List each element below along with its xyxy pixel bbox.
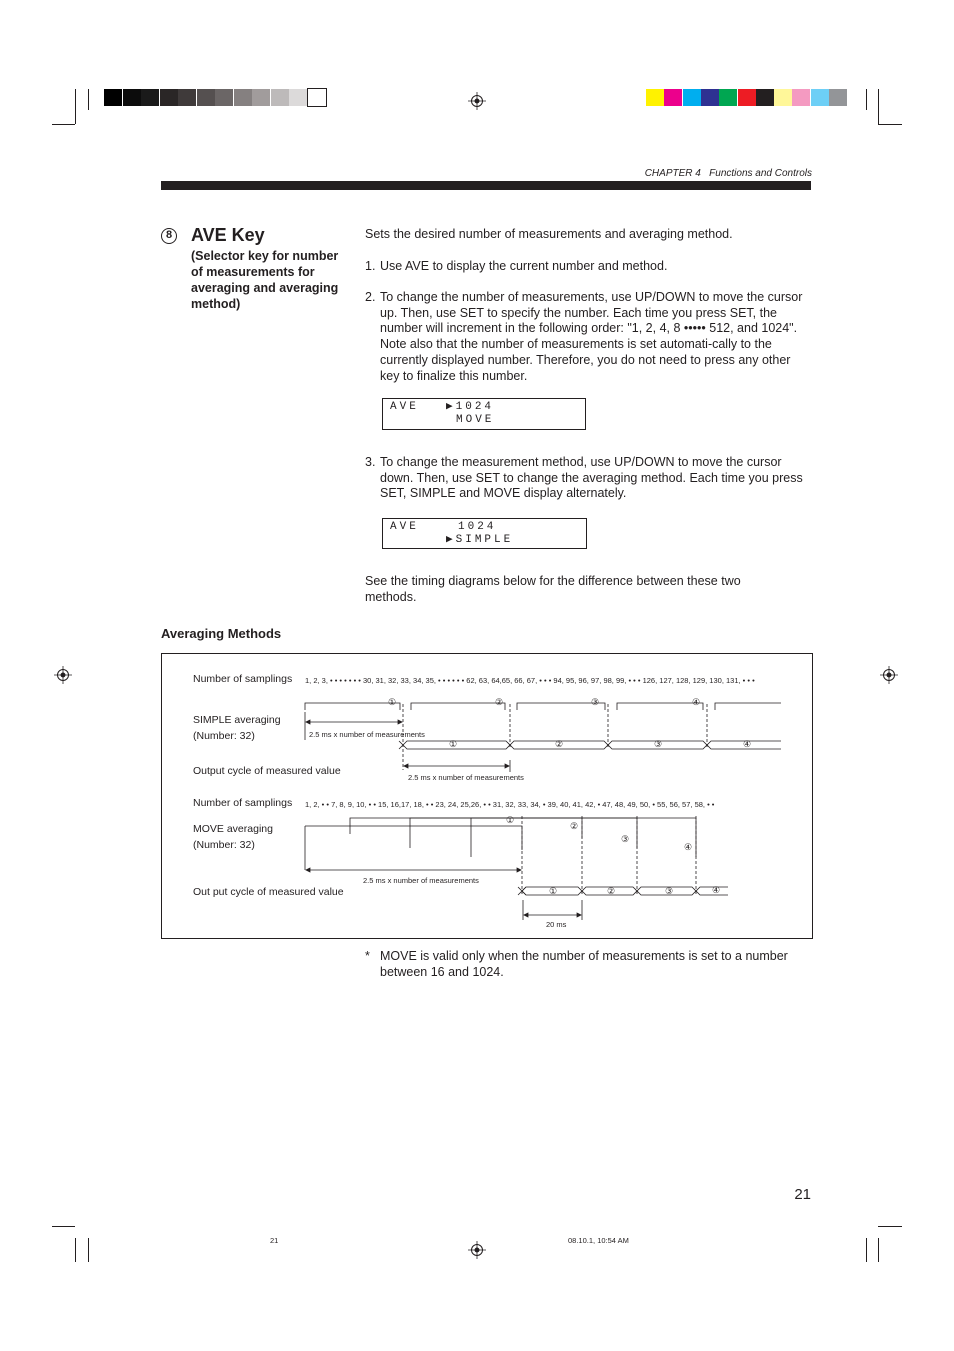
lcd-line-2: MOVE xyxy=(456,414,495,426)
simple-output-marker: ② xyxy=(555,739,564,749)
move-averaging-label: MOVE averaging xyxy=(193,823,273,835)
section-subtitle: (Selector key for number of measurements for averaging and averaging method) xyxy=(191,249,339,311)
simple-window-marker: ② xyxy=(495,697,504,707)
lcd-line-2: ▶SIMPLE xyxy=(446,534,514,546)
footnote-mark: * xyxy=(365,949,370,963)
step-text: Use AVE to display the current number and method. xyxy=(380,259,668,273)
footer-file-page: 21 xyxy=(270,1236,279,1245)
step-number: 1. xyxy=(365,259,376,273)
move-interval-label: 2.5 ms x number of measurements xyxy=(363,876,479,885)
simple-samplings-label: Number of samplings xyxy=(193,673,293,685)
simple-output-marker: ① xyxy=(449,739,458,749)
lcd-label: AVE xyxy=(390,521,419,533)
move-output-label: Out put cycle of measured value xyxy=(193,886,344,898)
step-text: To change the number of measurements, use UP/DOWN to move the cursor up. Then, use SET to specify the number. Each time you press SET, the number will increment in the following order: "1, 2, 4, 8 ••••• 512, and 1024". Note also that the number of measurements is set automati-cally to the currently displayed number. Therefore, you do not need to press any other key to finalize this number. xyxy=(380,290,803,383)
move-samplings-sequence: 1, 2, • • 7, 8, 9, 10, • • 15, 16,17, 18, • • 23, 24, 25,26, • • 31, 32, 33, 34, • 39, 40, 41, 42, • 47, 48, 49, 50, • 55, 56, 57, 58, • • xyxy=(305,800,715,809)
footer-timestamp: 08.10.1, 10:54 AM xyxy=(568,1236,629,1245)
lcd-line-1: 1024 xyxy=(458,521,497,533)
move-window-marker: ① xyxy=(506,815,515,825)
section-title: AVE Key xyxy=(191,225,265,245)
step-number: 3. xyxy=(365,455,376,469)
move-cycle-label: 20 ms xyxy=(546,920,567,929)
simple-averaging-label: SIMPLE averaging xyxy=(193,714,281,726)
simple-output-label: Output cycle of measured value xyxy=(193,765,341,777)
section-number: 8 xyxy=(165,229,173,241)
step-number: 2. xyxy=(365,290,376,304)
averaging-methods-heading: Averaging Methods xyxy=(161,626,282,641)
move-window-marker: ③ xyxy=(621,834,630,844)
simple-output-marker: ④ xyxy=(743,739,752,749)
step-text: To change the measurement method, use UP/DOWN to move the cursor down. Then, use SET to change the averaging method. Each time you press SET, SIMPLE and MOVE display alternately. xyxy=(380,455,803,501)
lcd-line-1: ▶1024 xyxy=(446,401,495,413)
simple-number-label: (Number: 32) xyxy=(193,730,255,742)
footnote-text: MOVE is valid only when the number of measurements is set to a number between 16 and 1024. xyxy=(380,949,788,979)
simple-window-marker: ③ xyxy=(591,697,600,707)
lcd-label: AVE xyxy=(390,401,419,413)
move-output-marker: ④ xyxy=(712,885,721,895)
simple-window-marker: ④ xyxy=(692,697,701,707)
simple-interval-label: 2.5 ms x number of measurements xyxy=(309,730,425,739)
footnote xyxy=(365,949,810,983)
move-samplings-label: Number of samplings xyxy=(193,797,293,809)
see-diagrams-text: See the timing diagrams below for the difference between these two methods. xyxy=(365,574,741,604)
move-number-label: (Number: 32) xyxy=(193,839,255,851)
chapter-header: CHAPTER 4 Functions and Controls xyxy=(644,168,812,179)
intro-text: Sets the desired number of measurements and averaging method. xyxy=(365,227,733,241)
move-window-marker: ④ xyxy=(684,842,693,852)
move-output-marker: ② xyxy=(607,886,616,896)
simple-samplings-sequence: 1, 2, 3, • • • • • • • 30, 31, 32, 33, 34, 35, • • • • • • 62, 63, 64,65, 66, 67, • • • 94, 95, 96, 97, 98, 99, • • • 126, 127, 128, 129, 130, 131, • • • xyxy=(305,676,755,685)
move-output-marker: ③ xyxy=(665,886,674,896)
simple-output-interval-label: 2.5 ms x number of measurements xyxy=(408,773,524,782)
page-number: 21 xyxy=(794,1186,811,1203)
simple-output-marker: ③ xyxy=(654,739,663,749)
move-output-marker: ① xyxy=(549,886,558,896)
move-window-marker: ② xyxy=(570,821,579,831)
simple-window-marker: ① xyxy=(388,697,397,707)
